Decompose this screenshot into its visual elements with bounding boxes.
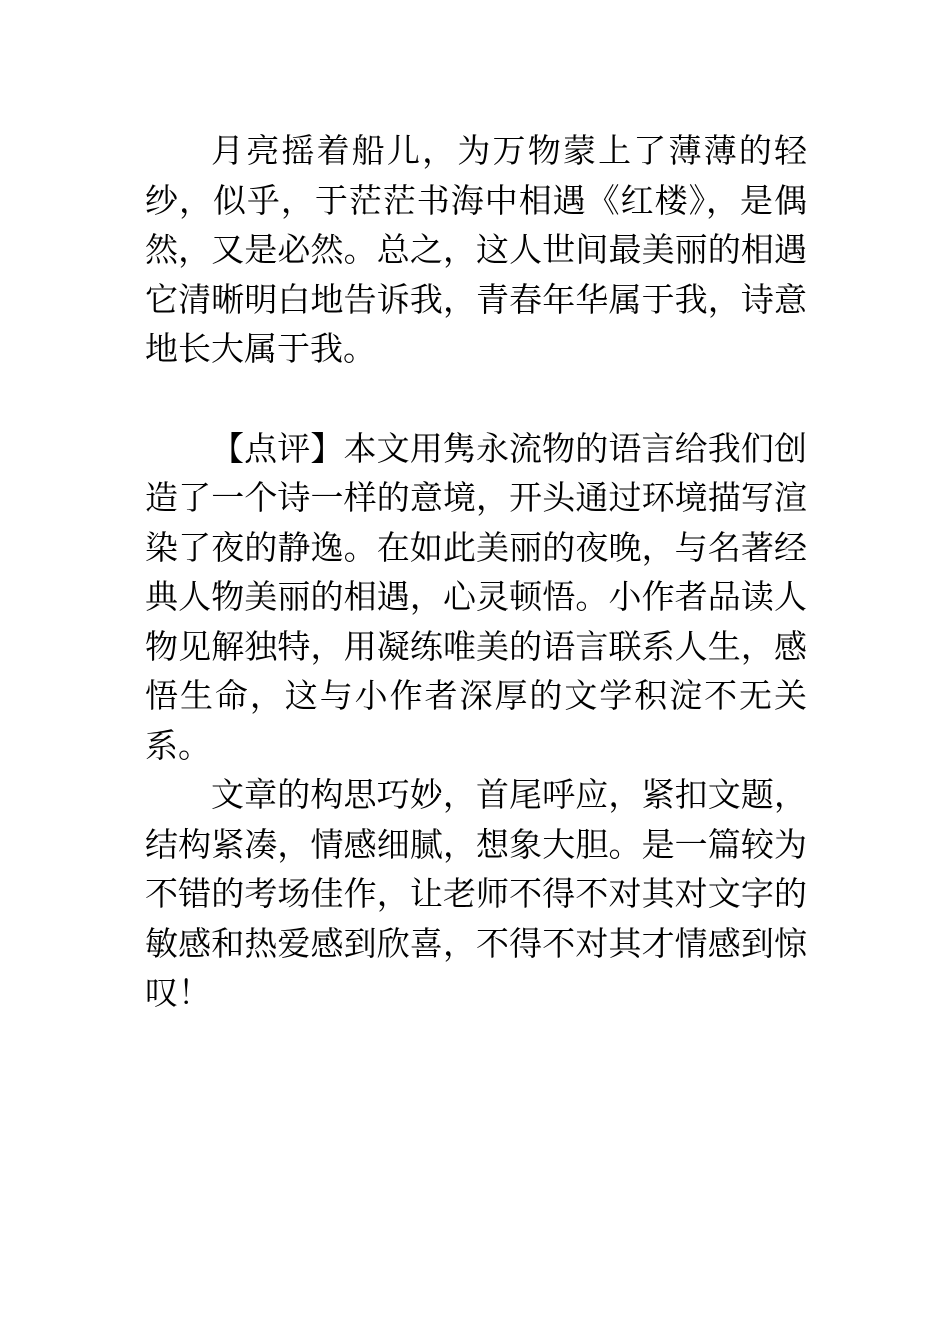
document-body bbox=[145, 126, 807, 1018]
essay-closing-paragraph: 月亮摇着船儿，为万物蒙上了薄薄的轻纱，似乎，于茫茫书海中相遇《红楼》，是偶然，又是必然。总之，这人世间最美丽的相遇它清晰明白地告诉我，青春年华属于我，诗意地长大属于我。 bbox=[145, 131, 807, 368]
commentary-paragraph-2: 文章的构思巧妙，首尾呼应，紧扣文题，结构紧凑，情感细腻，想象大胆。是一篇较为不错的考场佳作，让老师不得不对其对文字的敏感和热爱感到欣喜，不得不对其才情感到惊叹！ bbox=[145, 775, 807, 1012]
commentary-paragraph: 【点评】本文用隽永流物的语言给我们创造了一个诗一样的意境，开头通过环境描写渲染了夜的静逸。在如此美丽的夜晚，与名著经典人物美丽的相遇，心灵顿悟。小作者品读人物见解独特，用凝练唯美的语言联系人生，感悟生命，这与小作者深厚的文学积淀不无关系。 bbox=[145, 428, 807, 765]
paragraph-gap bbox=[145, 374, 807, 424]
